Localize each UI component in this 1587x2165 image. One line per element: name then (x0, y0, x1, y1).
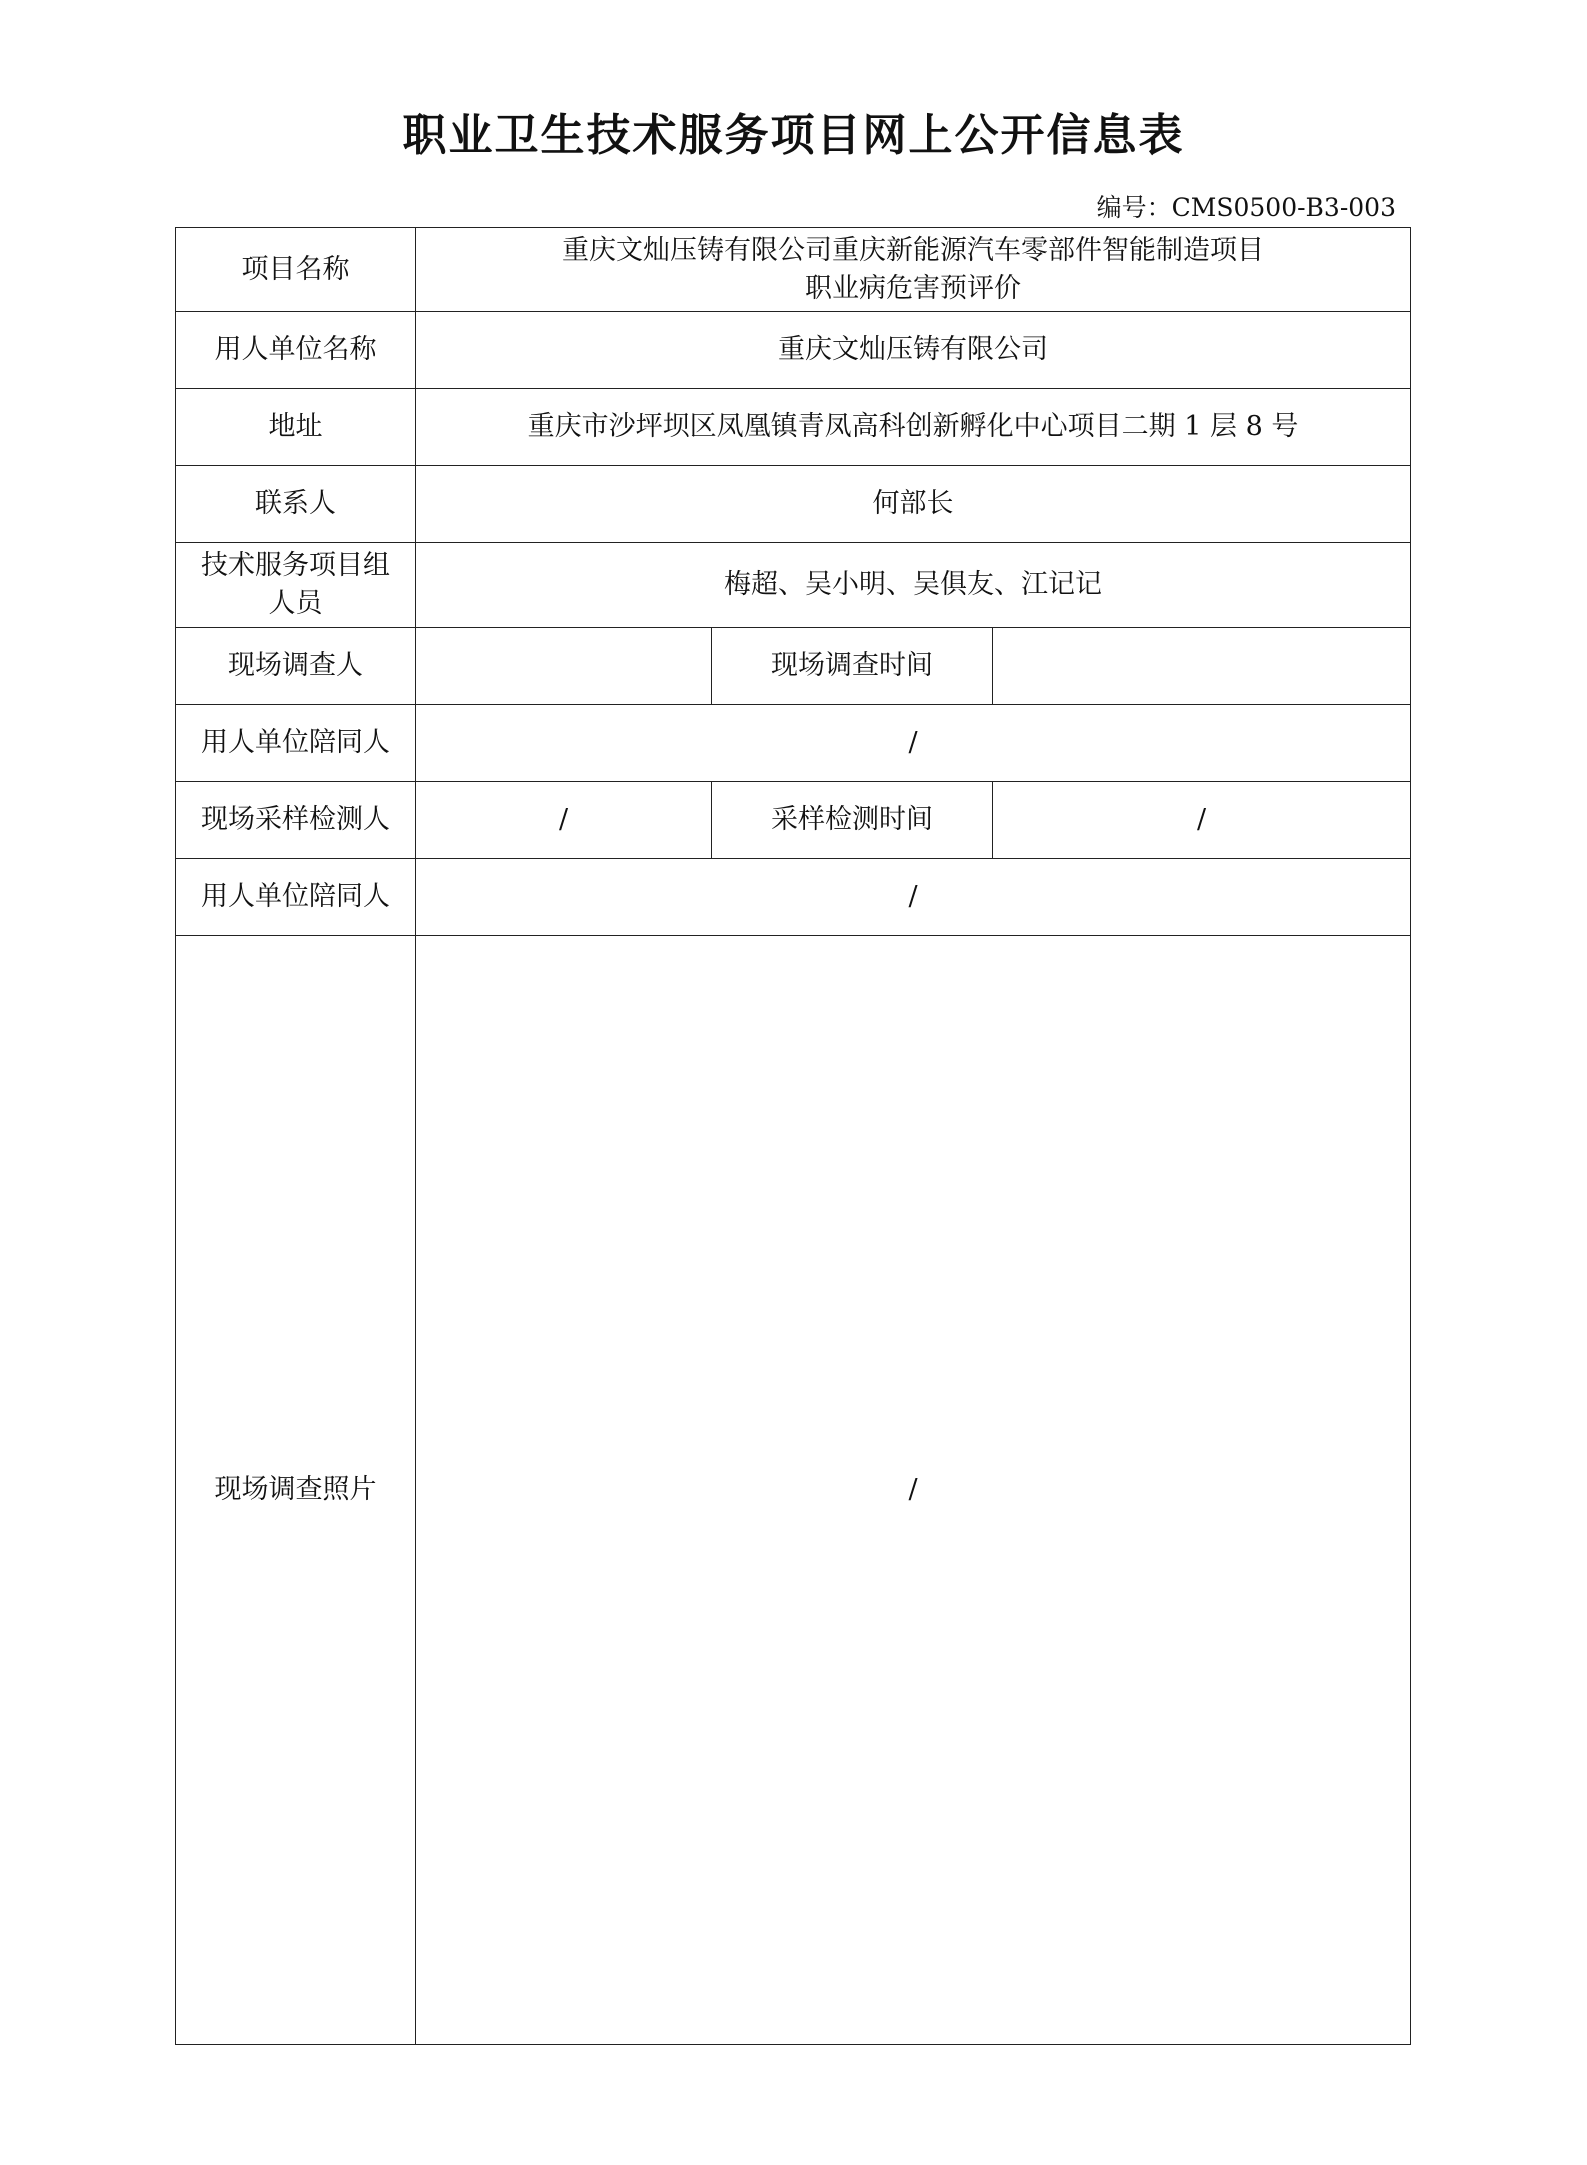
survey-escort-value: / (416, 705, 1411, 782)
row-survey-escort (176, 705, 1411, 782)
row-employer-name (176, 312, 1411, 389)
sampling-time-value: / (993, 782, 1411, 859)
sampling-time-label: 采样检测时间 (712, 782, 993, 859)
project-name-line-1: 重庆文灿压铸有限公司重庆新能源汽车零部件智能制造项目 (562, 234, 1264, 266)
address-value: 重庆市沙坪坝区凤凰镇青凤高科创新孵化中心项目二期 1 层 8 号 (416, 389, 1411, 466)
sampling-escort-value: / (416, 859, 1411, 936)
row-contact (176, 466, 1411, 543)
contact-value: 何部长 (416, 466, 1411, 543)
photos-value: / (416, 936, 1411, 2045)
row-address (176, 389, 1411, 466)
page-title: 职业卫生技术服务项目网上公开信息表 (402, 110, 1185, 161)
team-label-line-1: 技术服务项目组 (201, 550, 390, 581)
contact-label: 联系人 (176, 466, 416, 543)
address-label: 地址 (176, 389, 416, 466)
employer-name-value: 重庆文灿压铸有限公司 (416, 312, 1411, 389)
project-name-line-2: 职业病危害预评价 (805, 272, 1021, 304)
survey-time-label: 现场调查时间 (712, 628, 993, 705)
sampling-person-value: / (416, 782, 712, 859)
employer-name-label: 用人单位名称 (176, 312, 416, 389)
project-name-value (416, 228, 1411, 312)
sampling-person-label: 现场采样检测人 (176, 782, 416, 859)
photos-label: 现场调查照片 (176, 936, 416, 2045)
row-team (176, 543, 1411, 628)
row-project-name (176, 228, 1411, 312)
team-label (176, 543, 416, 628)
info-table (175, 227, 1411, 2045)
row-sampling (176, 782, 1411, 859)
survey-person-value (416, 628, 712, 705)
team-label-line-2: 人员 (268, 588, 323, 619)
project-name-label: 项目名称 (176, 228, 416, 312)
team-value: 梅超、吴小明、吴俱友、江记记 (416, 543, 1411, 628)
document-number: 编号：CMS0500-B3-003 (1096, 193, 1396, 222)
survey-time-value (993, 628, 1411, 705)
survey-escort-label: 用人单位陪同人 (176, 705, 416, 782)
row-photos (176, 936, 1411, 2045)
sampling-escort-label: 用人单位陪同人 (176, 859, 416, 936)
row-survey (176, 628, 1411, 705)
row-sampling-escort (176, 859, 1411, 936)
survey-person-label: 现场调查人 (176, 628, 416, 705)
